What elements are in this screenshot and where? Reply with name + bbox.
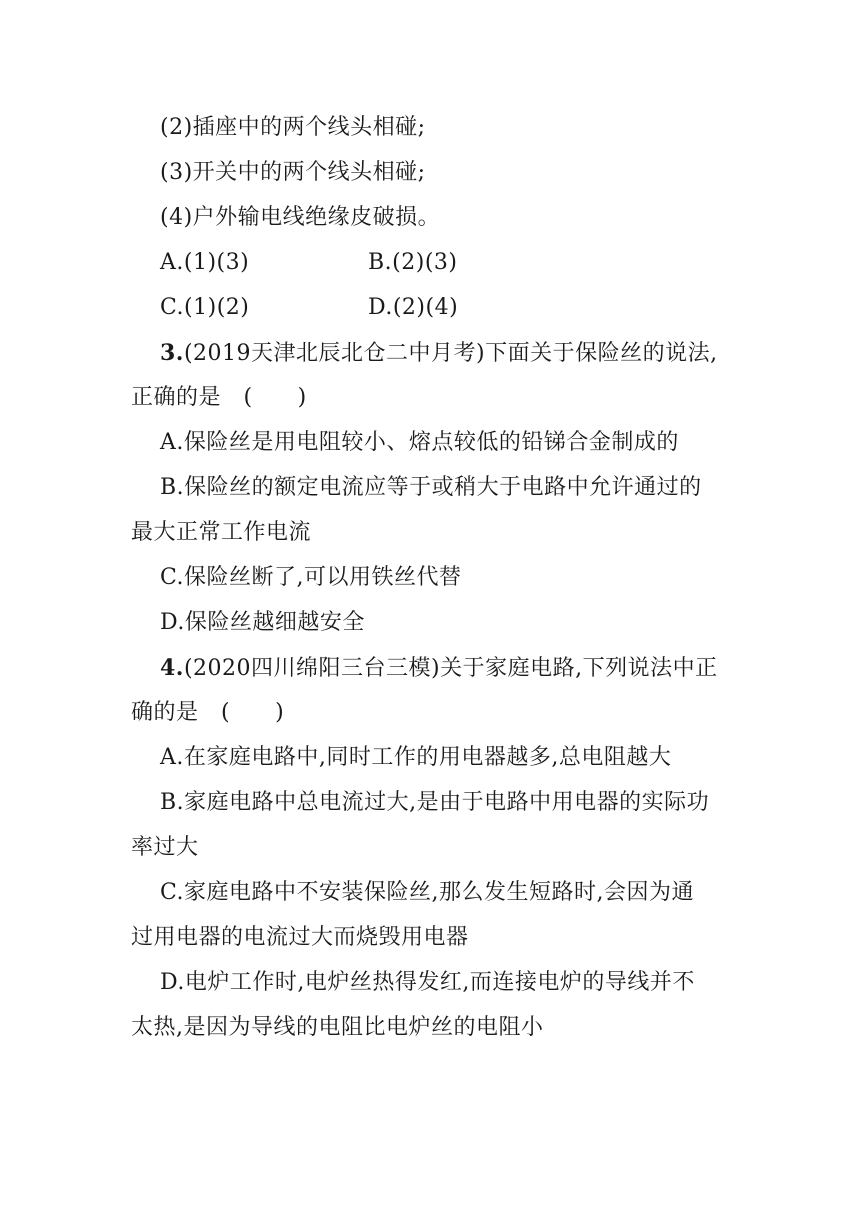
option-d: D.(2)(4) — [368, 295, 459, 320]
question-4-option-a: A.在家庭电路中,同时工作的用电器越多,总电阻越大 — [160, 745, 672, 770]
question-text: (2019天津北辰北仓二中月考)下面关于保险丝的说法, — [183, 341, 718, 366]
question-3-option-b: B.保险丝的额定电流应等于或稍大于电路中允许通过的 — [160, 475, 702, 500]
list-item-2: (2)插座中的两个线头相碰; — [160, 115, 426, 140]
question-3-stem-cont: 正确的是 ( ) — [131, 385, 307, 410]
options-row-2 — [160, 293, 459, 323]
list-item-3: (3)开关中的两个线头相碰; — [160, 160, 426, 185]
question-3-option-b-cont: 最大正常工作电流 — [131, 520, 312, 545]
options-row-1 — [160, 248, 458, 278]
question-4-option-c-cont: 过用电器的电流过大而烧毁用电器 — [131, 925, 469, 950]
question-3-option-a: A.保险丝是用电阻较小、熔点较低的铅锑合金制成的 — [160, 430, 679, 455]
question-4-option-b-cont: 率过大 — [131, 835, 199, 860]
question-4-stem — [160, 653, 718, 684]
option-a: A.(1)(3) — [160, 250, 250, 275]
question-text: (2020四川绵阳三台三模)关于家庭电路,下列说法中正 — [183, 656, 718, 681]
question-number: 4. — [160, 655, 184, 681]
question-3-stem — [160, 338, 718, 369]
question-4-option-b: B.家庭电路中总电流过大,是由于电路中用电器的实际功 — [160, 790, 710, 815]
question-4-stem-cont: 确的是 ( ) — [131, 700, 285, 725]
question-3-option-c: C.保险丝断了,可以用铁丝代替 — [160, 565, 462, 590]
option-c: C.(1)(2) — [160, 295, 250, 320]
question-4-option-d-cont: 太热,是因为导线的电阻比电炉丝的电阻小 — [131, 1015, 544, 1040]
option-b: B.(2)(3) — [368, 250, 458, 275]
question-3-option-d: D.保险丝越细越安全 — [160, 610, 365, 635]
question-number: 3. — [160, 340, 184, 366]
question-4-option-c: C.家庭电路中不安装保险丝,那么发生短路时,会因为通 — [160, 880, 695, 905]
question-4-option-d: D.电炉工作时,电炉丝热得发红,而连接电炉的导线并不 — [160, 970, 695, 995]
list-item-4: (4)户外输电线绝缘皮破损。 — [160, 205, 441, 230]
